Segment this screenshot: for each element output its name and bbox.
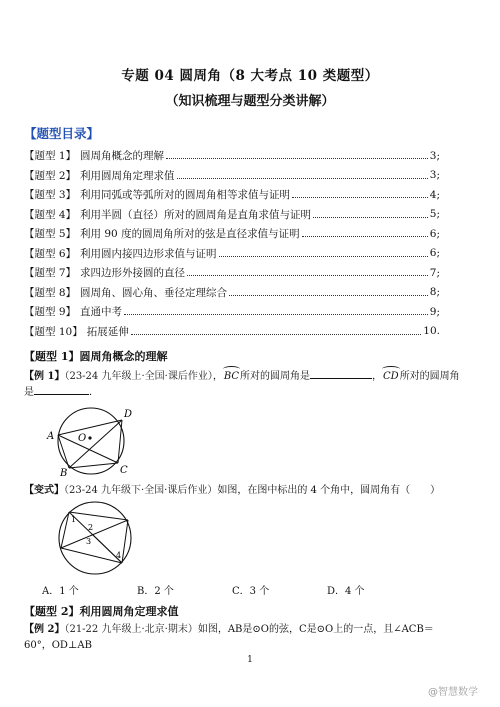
- toc-text: 利用圆内接四边形求值与证明: [80, 247, 217, 260]
- arc-bc: BC: [223, 369, 240, 385]
- toc-label: 【题型 10】: [24, 325, 83, 338]
- chord: [69, 512, 128, 520]
- angle-label-1: 1: [71, 515, 77, 524]
- chord: [61, 548, 122, 563]
- chord-ad: [58, 420, 122, 435]
- toc-leader-dots: [177, 178, 428, 179]
- toc-label: 【题型 3】: [24, 189, 77, 202]
- toc-page: 9;: [429, 305, 440, 318]
- example-source: （21-22 九年级上·北京·期末）: [64, 624, 198, 635]
- variant-question: 如图，在图中标出的 4 个角中，圆周角有（ ）: [217, 485, 441, 496]
- choice-c[interactable]: C．3 个: [232, 586, 270, 597]
- toc-label: 【题型 6】: [24, 247, 77, 260]
- toc-text: 拓展延伸: [86, 325, 129, 338]
- toc-label: 【题型 2】: [24, 169, 77, 182]
- toc-label: 【题型 4】: [24, 208, 77, 221]
- toc-text: 利用同弧或等弧所对的圆周角相等求值与证明: [80, 189, 291, 202]
- toc-row[interactable]: [24, 283, 440, 303]
- figure-2-angles-diagram: [50, 498, 140, 578]
- toc-leader-dots: [131, 334, 422, 335]
- variant-label: 【变式】: [24, 485, 64, 496]
- example-text: 是: [24, 387, 34, 398]
- toc-row[interactable]: [24, 205, 440, 225]
- choice-d[interactable]: D．4 个: [327, 586, 365, 597]
- toc-label: 【题型 9】: [24, 306, 77, 319]
- toc-row[interactable]: [24, 322, 440, 342]
- answer-blank[interactable]: [34, 384, 89, 395]
- toc-label: 【题型 7】: [24, 267, 77, 280]
- toc-page: 10.: [423, 325, 440, 338]
- toc-row[interactable]: [24, 224, 440, 244]
- toc-label: 【题型 8】: [24, 286, 77, 299]
- example-text: 如图，AB是⊙O的弦，C是⊙O上的一点，且∠ACB＝60°，OD⊥AB: [24, 624, 434, 651]
- chord: [61, 520, 128, 548]
- angle-label-2: 2: [88, 523, 94, 532]
- choice-b[interactable]: B．2 个: [137, 586, 174, 597]
- toc-page: 3;: [429, 169, 440, 182]
- chord: [122, 520, 128, 563]
- toc-leader-dots: [166, 158, 428, 159]
- toc-leader-dots: [229, 295, 428, 296]
- toc-page: 3;: [429, 149, 440, 162]
- example-source: （23-24 九年级上·全国·课后作业）: [64, 371, 213, 382]
- example-1-text: 【例 1】（23-24 九年级上·全国·课后作业），BC所对的圆周角是 ，CD所对的圆周角: [24, 368, 460, 385]
- toc-leader-dots: [313, 217, 428, 218]
- section-heading-1: 【题型 1】圆周角概念的理解: [24, 350, 168, 363]
- toc-row[interactable]: [24, 263, 440, 283]
- toc-leader-dots: [219, 256, 428, 257]
- page-subtitle: （知识梳理与题型分类讲解）: [165, 94, 335, 109]
- toc-page: 7;: [429, 266, 440, 279]
- example-2-text: [24, 622, 460, 654]
- toc-row[interactable]: [24, 146, 440, 166]
- example-label: 【例 1】: [24, 371, 65, 382]
- arc-cd: CD: [382, 369, 400, 385]
- angle-label-4: 4: [116, 551, 122, 560]
- toc-row[interactable]: [24, 166, 440, 186]
- angle-label-3: 3: [86, 537, 92, 546]
- toc-text: 圆周角概念的理解: [80, 150, 165, 163]
- toc-page: 6;: [429, 227, 440, 240]
- toc-text: 求四边形外接圆的直径: [80, 267, 186, 280]
- toc-page: 5;: [429, 208, 440, 221]
- toc-heading: 【题型目录】: [24, 126, 100, 141]
- label-o: O: [78, 433, 87, 444]
- toc-label: 【题型 5】: [24, 228, 77, 241]
- page-number: 1: [247, 655, 253, 665]
- toc-page: 6;: [429, 247, 440, 260]
- toc-row[interactable]: [24, 244, 440, 264]
- figure-1-circle-diagram: [40, 405, 150, 477]
- toc-text: 利用半圆（直径）所对的圆周角是直角求值与证明: [80, 208, 312, 221]
- toc-leader-dots: [302, 236, 428, 237]
- toc-leader-dots: [124, 314, 428, 315]
- label-b: B: [60, 468, 68, 477]
- example-label: 【例 2】: [24, 624, 65, 635]
- variant-source: （23-24 九年级下·全国·课后作业）: [64, 485, 218, 496]
- answer-choices: [42, 582, 462, 597]
- toc-text: 直通中考: [80, 306, 123, 319]
- toc-leader-dots: [187, 275, 428, 276]
- example-text: 所对的圆周角: [399, 371, 460, 382]
- table-of-contents: [24, 146, 440, 341]
- page-title: 专题 04 圆周角（8 大考点 10 类题型）: [121, 68, 379, 84]
- toc-row[interactable]: [24, 185, 440, 205]
- example-text: 所对的圆周角是: [240, 371, 311, 382]
- watermark: @智慧数学: [428, 687, 478, 698]
- center-dot: [88, 436, 91, 439]
- toc-row[interactable]: [24, 302, 440, 322]
- toc-text: 利用 90 度的圆周角所对的弦是直径求值与证明: [80, 228, 300, 241]
- example-1-text-continued: 是 ．: [24, 384, 460, 401]
- toc-leader-dots: [292, 197, 428, 198]
- answer-blank[interactable]: [310, 368, 372, 379]
- toc-page: 4;: [429, 188, 440, 201]
- chord-ac: [58, 435, 118, 463]
- section-heading-2: 【题型 2】利用圆周角定理求值: [24, 605, 179, 618]
- toc-text: 圆周角、圆心角、垂径定理综合: [80, 286, 228, 299]
- toc-text: 利用圆周角定理求值: [80, 169, 175, 182]
- choice-a[interactable]: A．1 个: [42, 586, 79, 597]
- variant-text: [24, 483, 460, 499]
- toc-label: 【题型 1】: [24, 150, 77, 163]
- label-c: C: [120, 465, 128, 476]
- toc-page: 8;: [429, 286, 440, 299]
- label-a: A: [47, 431, 55, 442]
- label-d: D: [124, 409, 133, 420]
